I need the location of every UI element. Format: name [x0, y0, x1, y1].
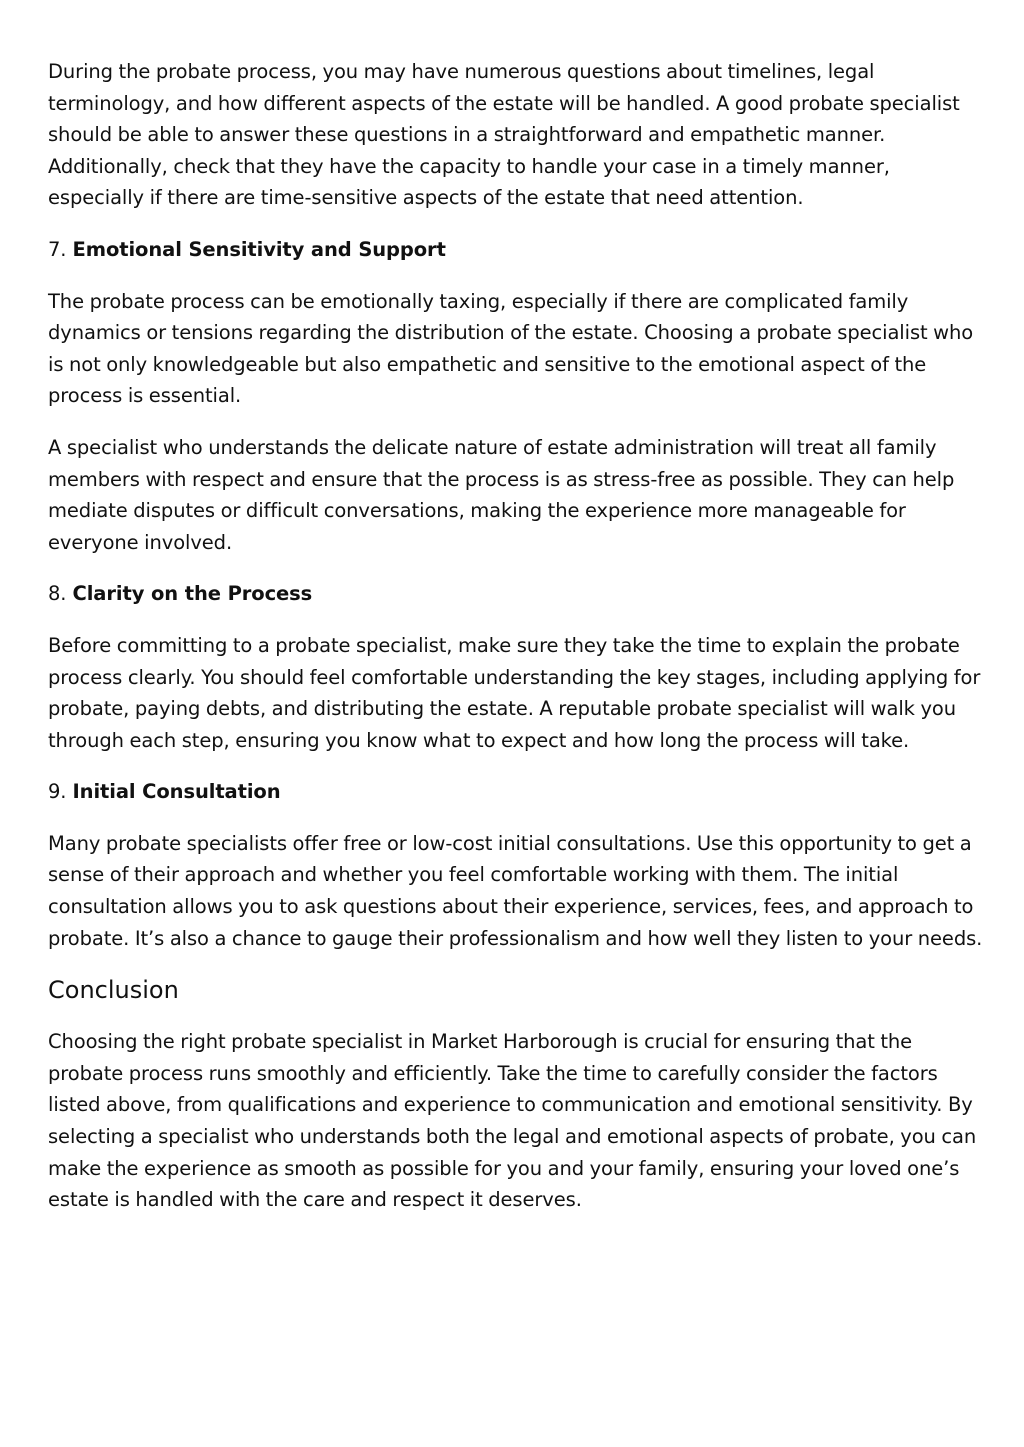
paragraph-delicate-nature: A specialist who understands the delicate nature of estate administration will treat all family members with respect and ensure that the process is as stress-free as possible. They can help mediate disputes or difficult conversations, making the experience more manageable for everyone involved.: [48, 435, 955, 554]
paragraph-before-committing: Before committing to a probate specialist, make sure they take the time to explain the probate process clearly. You should feel comfortable understanding the key stages, including applying for probate, paying debts, and distributing the estate. A reputable probate specialist will walk you through each step, ensuring you know what to expect and how long the process will take.: [48, 633, 981, 752]
heading-emotional-sensitivity: [48, 234, 984, 266]
paragraph-consultations: Many probate specialists offer free or low-cost initial consultations. Use this opportunity to get a sense of their approach and whether you feel comfortable working with them. The initial consultation allows you to ask questions about their experience, services, fees, and approach to probate. It’s also a chance to gauge their professionalism and how well they listen to your needs.: [48, 831, 983, 950]
heading-number: 9.: [48, 780, 67, 804]
paragraph-emotional-taxing: The probate process can be emotionally taxing, especially if there are complicated family dynamics or tensions regarding the distribution of the estate. Choosing a probate specialist who is not only knowledgeable but also empathetic and sensitive to the emotional aspect of the process is essential.: [48, 289, 974, 408]
heading-clarity-process: [48, 578, 984, 610]
heading-number: 8.: [48, 582, 67, 606]
heading-initial-consultation: [48, 776, 984, 808]
heading-title: Clarity on the Process: [72, 582, 313, 606]
heading-title: Initial Consultation: [72, 780, 281, 804]
section-heading-conclusion: Conclusion: [48, 976, 179, 1005]
paragraph-conclusion: Choosing the right probate specialist in Market Harborough is crucial for ensuring that the probate process runs smoothly and efficiently. Take the time to carefully consider the factors listed above, from qualifications and experience to communication and emotional sensitivity. By selecting a specialist who understands both the legal and emotional aspects of probate, you can make the experience as smooth as possible for you and your family, ensuring your loved one’s estate is handled with the care and respect it deserves.: [48, 1030, 977, 1212]
paragraph-probate-questions: During the probate process, you may have numerous questions about timelines, legal terminology, and how different aspects of the estate will be handled. A good probate specialist should be able to answer these questions in a straightforward and empathetic manner. Additionally, check that they have the capacity to handle your case in a timely manner, especially if there are time-sensitive aspects of the estate that need attention.: [48, 60, 960, 210]
heading-title: Emotional Sensitivity and Support: [72, 237, 446, 261]
heading-number: 7.: [48, 237, 67, 261]
document-body: [48, 56, 984, 1236]
